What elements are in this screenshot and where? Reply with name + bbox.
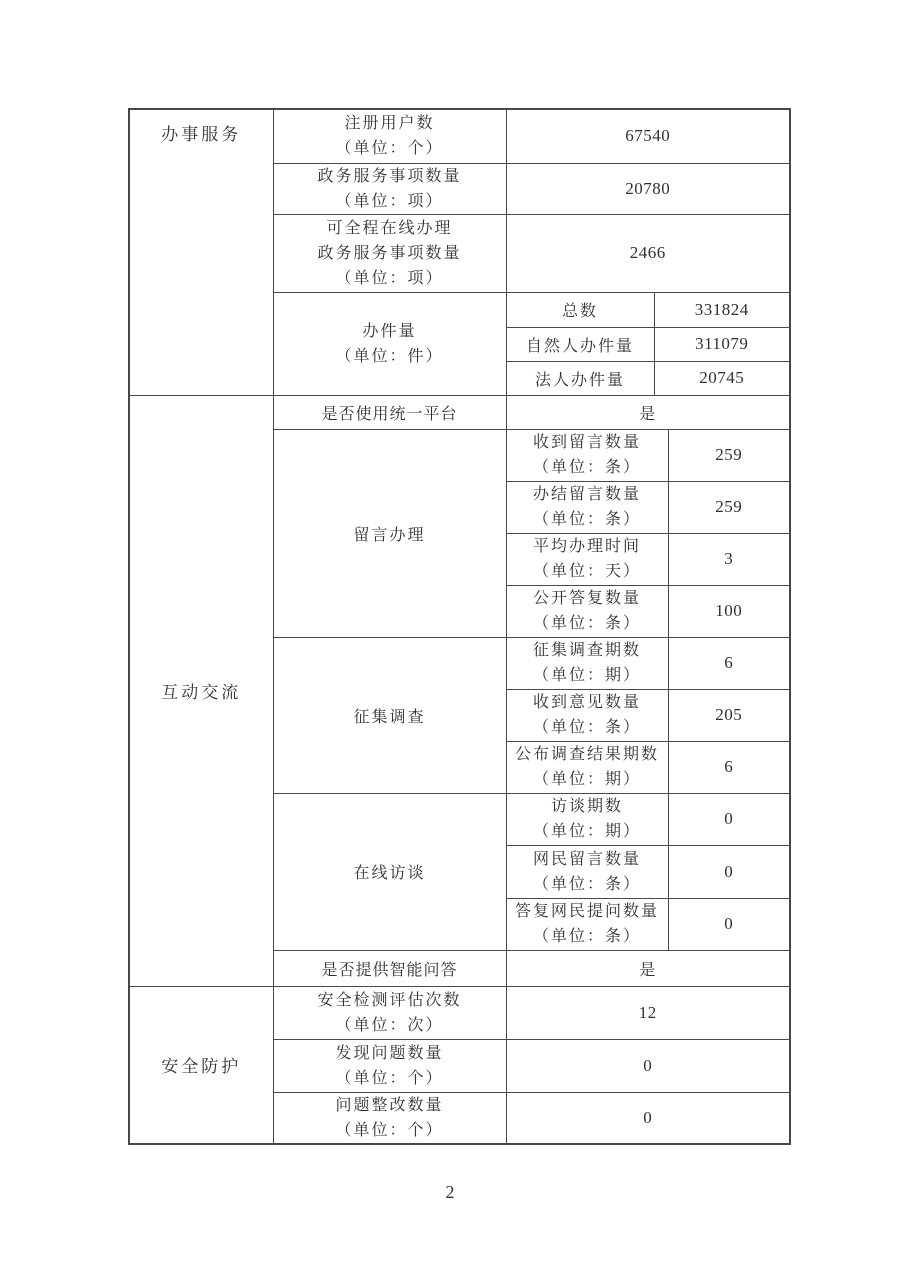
group-cell-security — [129, 986, 273, 1144]
cell-problems-fixed-value: 0 — [506, 1092, 790, 1144]
unit-text: （单位：条） — [532, 459, 641, 476]
cell-registered-users-label — [273, 109, 506, 163]
page-number: 2 — [445, 1182, 455, 1202]
label-text: 办件量 — [362, 322, 417, 340]
cell-unified-platform-value: 是 — [506, 395, 790, 429]
label-text: 安全检测评估次数 — [317, 991, 462, 1009]
cell-interview-periods-value: 0 — [668, 793, 790, 845]
cell-case-total-value: 331824 — [654, 292, 790, 327]
cell-interview-answers-value: 0 — [668, 898, 790, 950]
cell-msg-completed-label — [506, 481, 668, 533]
cell-smart-qa-label: 是否提供智能问答 — [273, 950, 506, 986]
cell-interview-periods-label — [506, 793, 668, 845]
label-text: 发现问题数量 — [335, 1044, 444, 1062]
cell-msg-received-value: 259 — [668, 429, 790, 481]
unit-text: （单位：天） — [532, 563, 641, 580]
label-text: 访谈期数 — [550, 798, 623, 815]
table-row — [129, 395, 790, 429]
unit-text: （单位：条） — [532, 615, 641, 632]
label-text: 政务服务事项数量 — [317, 244, 462, 262]
cell-interview-messages-value: 0 — [668, 845, 790, 898]
cell-survey-opinions-label — [506, 689, 668, 741]
cell-assessments-value: 12 — [506, 986, 790, 1039]
cell-problems-found-value: 0 — [506, 1039, 790, 1092]
cell-full-online-items-label — [273, 214, 506, 292]
group-label-security: 安全防护 — [161, 1057, 242, 1077]
unit-text: （单位：次） — [335, 1016, 444, 1034]
unit-text: （单位：项） — [335, 269, 444, 287]
label-text: 办结留言数量 — [532, 486, 641, 503]
label-text: 注册用户数 — [344, 115, 435, 133]
unit-text: （单位：期） — [532, 771, 641, 788]
label-text: 公开答复数量 — [532, 590, 641, 607]
cell-gov-service-items-label — [273, 163, 506, 214]
label-text: 收到留言数量 — [532, 434, 641, 451]
cell-survey-label: 征集调查 — [273, 637, 506, 793]
cell-survey-results-label — [506, 741, 668, 793]
cell-interview-label: 在线访谈 — [273, 793, 506, 950]
cell-case-natural-label: 自然人办件量 — [506, 327, 654, 361]
cell-case-legal-value: 20745 — [654, 361, 790, 395]
group-label-interaction: 互动交流 — [161, 683, 242, 702]
cell-problems-fixed-label — [273, 1092, 506, 1144]
cell-survey-opinions-value: 205 — [668, 689, 790, 741]
cell-msg-avg-time-label — [506, 533, 668, 585]
unit-text: （单位：条） — [532, 875, 641, 893]
cell-smart-qa-value: 是 — [506, 950, 790, 986]
label-text: 可全程在线办理 — [326, 219, 453, 237]
cell-survey-periods-value: 6 — [668, 637, 790, 689]
cell-msg-public-replies-value: 100 — [668, 585, 790, 637]
cell-problems-found-label — [273, 1039, 506, 1092]
cell-msg-completed-value: 259 — [668, 481, 790, 533]
cell-gov-service-items-value: 20780 — [506, 163, 790, 214]
cell-assessments-label — [273, 986, 506, 1039]
unit-text: （单位：期） — [532, 823, 641, 840]
label-text: 收到意见数量 — [532, 694, 641, 711]
cell-registered-users-value: 67540 — [506, 109, 790, 163]
unit-text: （单位：条） — [532, 928, 641, 945]
unit-text: （单位：个） — [335, 1121, 444, 1139]
cell-interview-answers-label — [506, 898, 668, 950]
annual-report-table — [128, 108, 791, 1145]
cell-message-handling-label: 留言办理 — [273, 429, 506, 637]
cell-case-total-label: 总数 — [506, 292, 654, 327]
cell-survey-results-value: 6 — [668, 741, 790, 793]
label-text: 网民留言数量 — [532, 850, 641, 868]
cell-survey-periods-label — [506, 637, 668, 689]
cell-case-natural-value: 311079 — [654, 327, 790, 361]
group-label-service: 办事服务 — [161, 125, 242, 144]
label-text: 答复网民提问数量 — [514, 903, 659, 920]
cell-msg-public-replies-label — [506, 585, 668, 637]
unit-text: （单位：条） — [532, 511, 641, 528]
cell-interview-messages-label — [506, 845, 668, 898]
unit-text: （单位：个） — [335, 1069, 444, 1087]
cell-msg-avg-time-value: 3 — [668, 533, 790, 585]
label-text: 政务服务事项数量 — [317, 167, 462, 185]
cell-msg-received-label — [506, 429, 668, 481]
unit-text: （单位：项） — [335, 192, 444, 210]
table-row — [129, 986, 790, 1039]
group-cell-interaction — [129, 395, 273, 986]
unit-text: （单位：件） — [335, 347, 444, 365]
label-text: 平均办理时间 — [532, 538, 641, 555]
cell-full-online-items-value: 2466 — [506, 214, 790, 292]
label-text: 问题整改数量 — [335, 1096, 444, 1114]
unit-text: （单位：条） — [532, 719, 641, 736]
group-cell-service — [129, 109, 273, 395]
cell-case-legal-label: 法人办件量 — [506, 361, 654, 395]
label-text: 公布调查结果期数 — [514, 746, 659, 763]
table-row — [129, 109, 790, 163]
cell-case-volume-label — [273, 292, 506, 395]
unit-text: （单位：期） — [532, 667, 641, 684]
unit-text: （单位：个） — [335, 140, 444, 158]
cell-unified-platform-label: 是否使用统一平台 — [273, 395, 506, 429]
label-text: 征集调查期数 — [532, 642, 641, 659]
